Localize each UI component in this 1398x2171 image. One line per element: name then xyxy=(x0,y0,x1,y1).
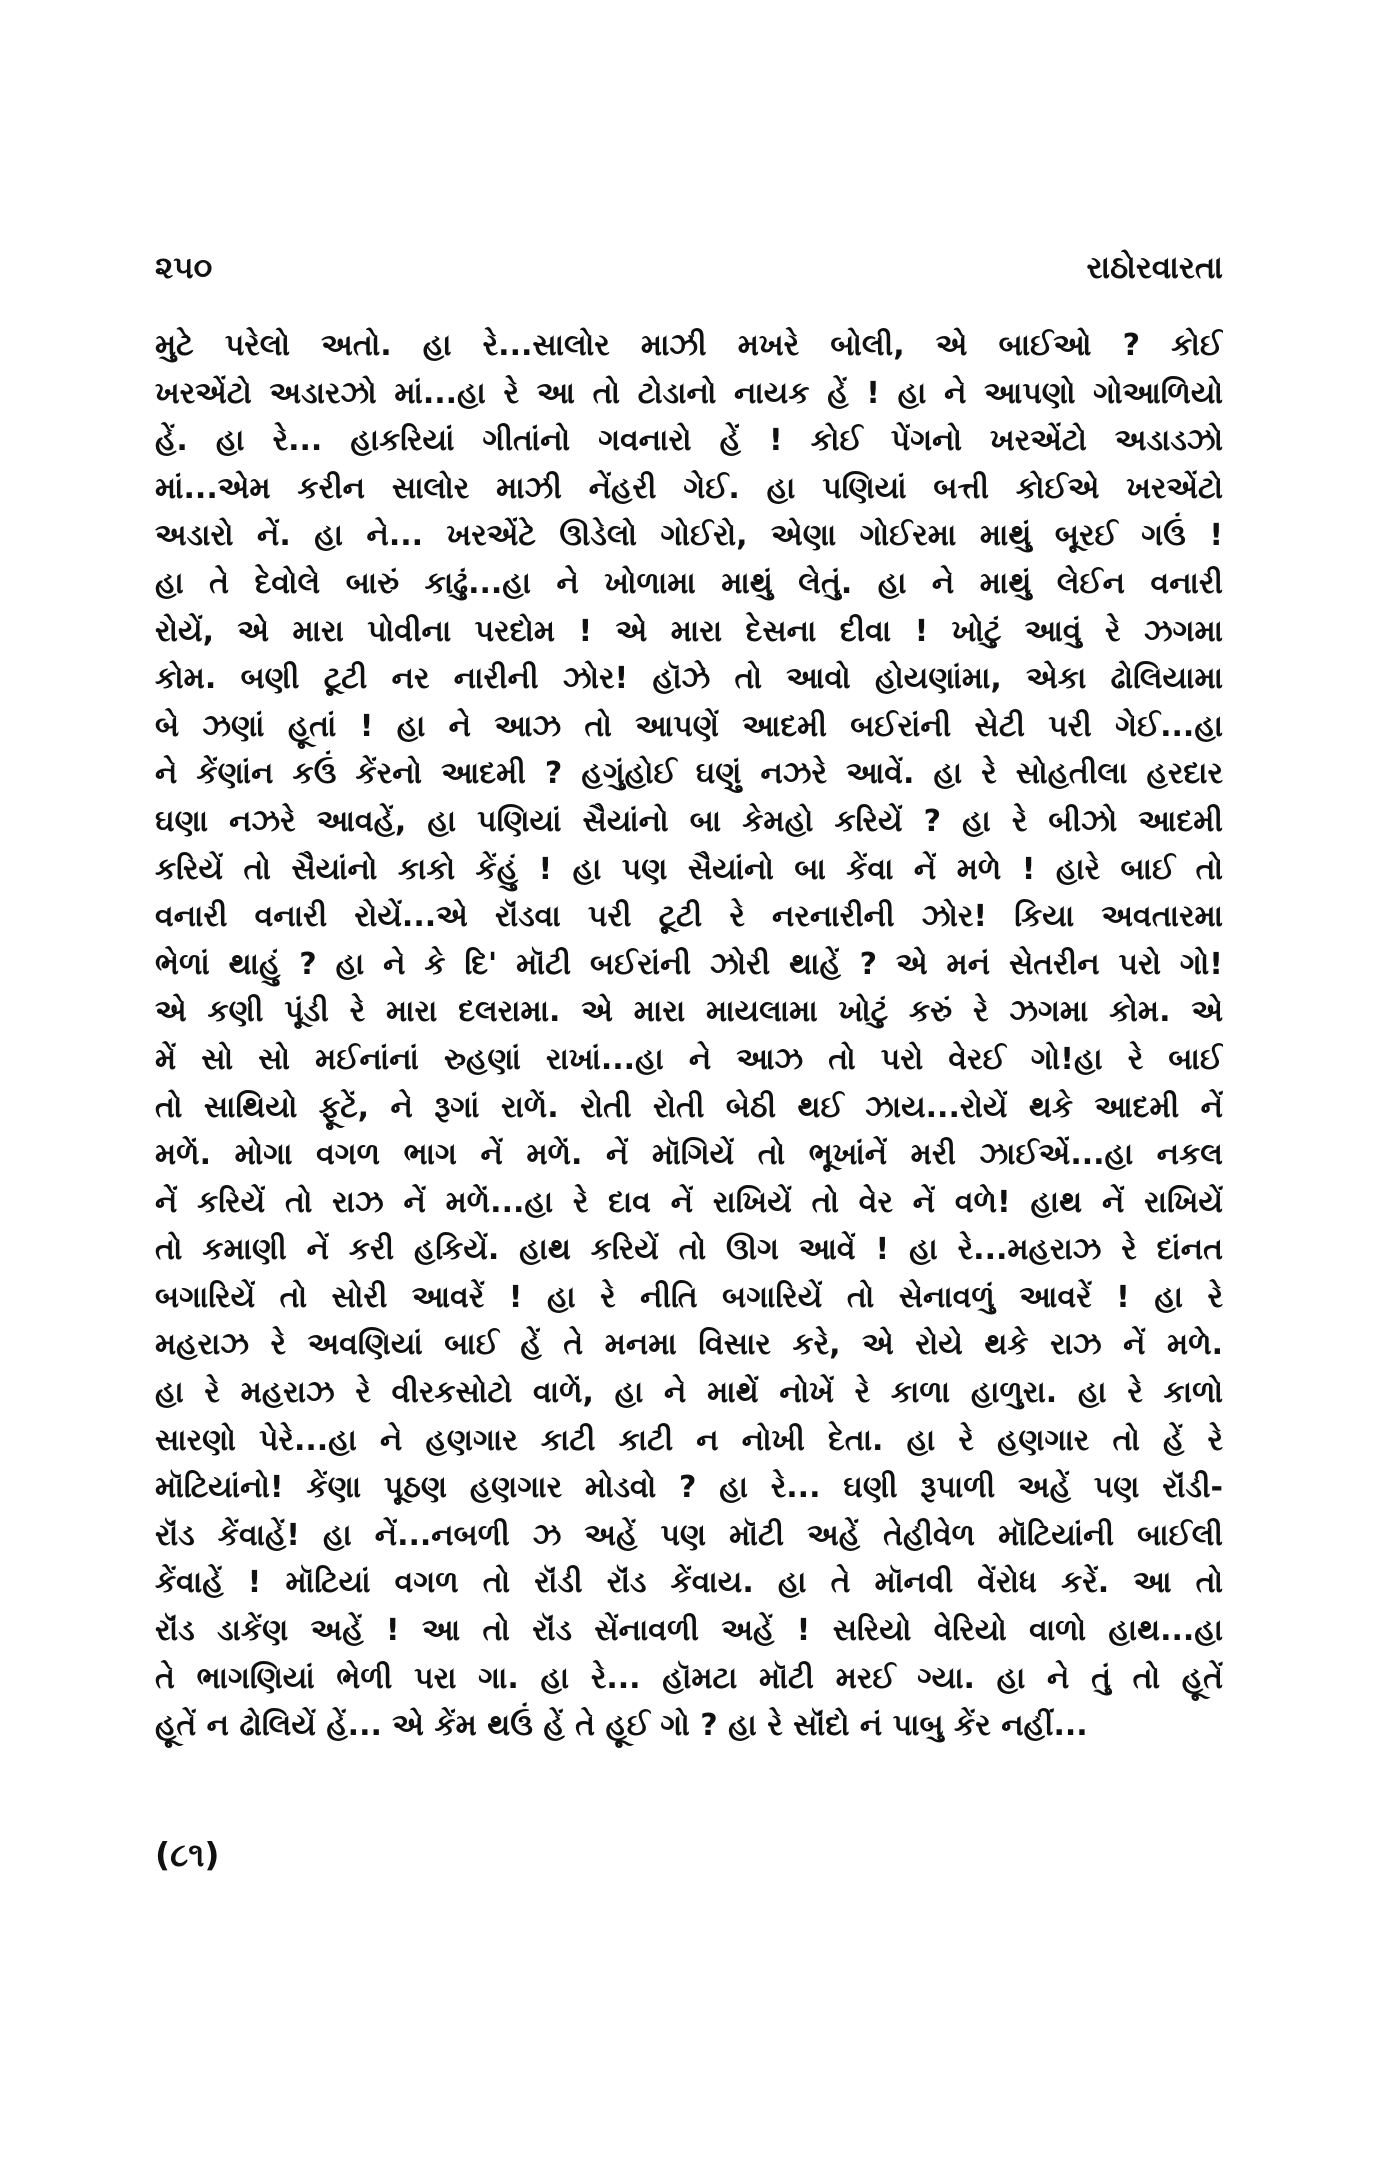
text-line: હેં. હા રે... હાકરિયાં ગીતાંનો ગવનારો હેં ! કોઈ પેંગનો ખરએંટો અડાડઝો xyxy=(155,423,1223,459)
running-title: રાઠોરવારતા xyxy=(1086,250,1223,286)
text-line: કોમ. બણી ટૂટી નર નારીની ઝોર! હૉઝે તો આવો હોયણાંમા, એકા ઢોલિયામા xyxy=(155,661,1223,697)
text-line: મૉટિયાંનો! કેંણા પૂઠણ હણગાર મોડવો ? હા રે... ઘણી રૂપાળી અહેં પણ રૉંડી- xyxy=(155,1470,1223,1506)
text-line: બગારિયેં તો સોરી આવરેં ! હા રે નીતિ બગારિયેં તો સેનાવળું આવરેં ! હા રે xyxy=(155,1279,1223,1315)
text-line: ઘણા નઝરે આવહેં, હા પણિયાં સૈયાંનો બા કેમહો કરિયેં ? હા રે બીઝો આદમી xyxy=(155,803,1223,839)
body-text xyxy=(155,322,1223,1750)
text-line: એ કણી પૂંડી રે મારા દલરામા. એ મારા માયલામા ખોટું કરું રે ઝગમા કોમ. એ xyxy=(155,994,1223,1030)
text-line: તો સાથિયો ફૂટેં, ને રૂગાં રાળેં. રોતી રોતી બેઠી થઈ ઝાય...રોયેં થકે આદમી નેં xyxy=(155,1089,1223,1125)
text-line: બે ઝણાં હૂતાં ! હા ને આઝ તો આપણેં આદમી બઈરાંની સેટી પરી ગેઈ...હા xyxy=(155,708,1223,744)
text-line: મેં સો સો મઈનાંનાં રુહણાં રાખાં...હા ને આઝ તો પરો વેરઈ ગો!હા રે બાઈ xyxy=(155,1041,1223,1077)
text-line: મુટે પરેલો અતો. હા રે...સાલોર માઝી મખરે બોલી, એ બાઈઓ ? કોઈ xyxy=(155,328,1223,363)
text-line: અડારો નેં. હા ને... ખરએંટે ઊડેલો ગોઈરો, એણા ગોઈરમા માથું બૂરઈ ગઉં ! xyxy=(155,518,1223,554)
text-line: તો કમાણી નેં કરી હકિયેં. હાથ કરિયેં તો ઊગ આવેં ! હા રે...મહરાઝ રે દાંનત xyxy=(155,1232,1223,1268)
text-line: કેંવાહેં ! મૉટિયાં વગળ તો રૉંડી રૉંડ કેંવાય. હા તે મૉનવી વેંરોધ કરેં. આ તો xyxy=(155,1565,1223,1601)
text-line: હા તે દેવોલે બારું કાઢું...હા ને ખોળામા માથું લેતું. હા ને માથું લેઈન વનારી xyxy=(155,565,1223,601)
text-line: ને કેંણાંન કઉં કેંરનો આદમી ? હગુંહોઈ ઘણું નઝરે આવેં. હા રે સોહતીલા હરદાર xyxy=(155,756,1223,792)
text-line: ખરએંટો અડારઝો માં...હા રે આ તો ટોડાનો નાયક હેં ! હા ને આપણો ગોઆળિયો xyxy=(155,375,1223,411)
text-line: વનારી વનારી રોયેં...એ રૉંડવા પરી ટૂટી રે નરનારીની ઝોર! કિયા અવતારમા xyxy=(155,899,1223,935)
text-line: ભેળાં થાહું ? હા ને કે દિ' મૉટી બઈરાંની ઝોરી થાહેં ? એ મનં સેતરીન પરો ગો! xyxy=(155,946,1223,982)
text-line: હા રે મહરાઝ રે વીરકસોટો વાળેં, હા ને માથેં નોખેં રે કાળા હાળુરા. હા રે કાળો xyxy=(155,1375,1223,1411)
text-line: મહરાઝ રે અવણિયાં બાઈ હેં તે મનમા વિસાર કરે, એ રોયે થકે રાઝ નેં મળે. xyxy=(155,1327,1223,1363)
text-line: રૉંડ ડાકેંણ અહેં ! આ તો રૉંડ સેંનાવળી અહેં ! સરિયો વેરિયો વાળો હાથ...હા xyxy=(155,1613,1223,1649)
text-line: મળેં. મોગા વગળ ભાગ નેં મળેં. નેં મૉગિયેં તો ભૂખાંનેં મરી ઝાઈએં...હા નકલ xyxy=(155,1137,1223,1173)
text-line: રોયેં, એ મારા પોવીના પરદોમ ! એ મારા દેસના દીવા ! ખોટું આવું રે ઝગમા xyxy=(155,613,1223,649)
page-header xyxy=(155,250,1223,300)
text-line: નેં કરિયેં તો રાઝ નેં મળેં...હા રે દાવ નેં રાખિયેં તો વેર નેં વળે! હાથ નેં રાખિયેં xyxy=(155,1184,1223,1220)
text-line: કરિયેં તો સૈયાંનો કાકો કેંહું ! હા પણ સૈયાંનો બા કેંવા નેં મળે ! હારે બાઈ તો xyxy=(155,851,1223,887)
text-line: સારણો પેરે...હા ને હણગાર કાટી કાટી ન નોખી દેતા. હા રે હણગાર તો હેં રે xyxy=(155,1422,1223,1458)
text-line: રૉંડ કેંવાહેં! હા નેં...નબળી ઝ અહેં પણ મૉટી અહેં તેહીવેળ મૉટિયાંની બાઈલી xyxy=(155,1517,1223,1553)
footnote-marker: (૮૧) xyxy=(155,1835,220,1874)
text-line: હૂતેં ન ઢોલિયેં હેં... એ કેંમ થઉં હેં તે હૂઈ ગો ? હા રે સૉંદો નં પાબુ કેંર નહીં... xyxy=(155,1708,1088,1744)
text-line: માં...એમ કરીન સાલોર માઝી નેંહરી ગેઈ. હા પણિયાં બત્તી કોઈએ ખરએંટો xyxy=(155,470,1223,506)
text-line: તે ભાગણિયાં ભેળી પરા ગા. હા રે... હૉમટા મૉટી મરઈ ગ્યા. હા ને તું તો હૂતેં xyxy=(155,1660,1223,1696)
page-number: ૨૫૦ xyxy=(155,250,213,286)
